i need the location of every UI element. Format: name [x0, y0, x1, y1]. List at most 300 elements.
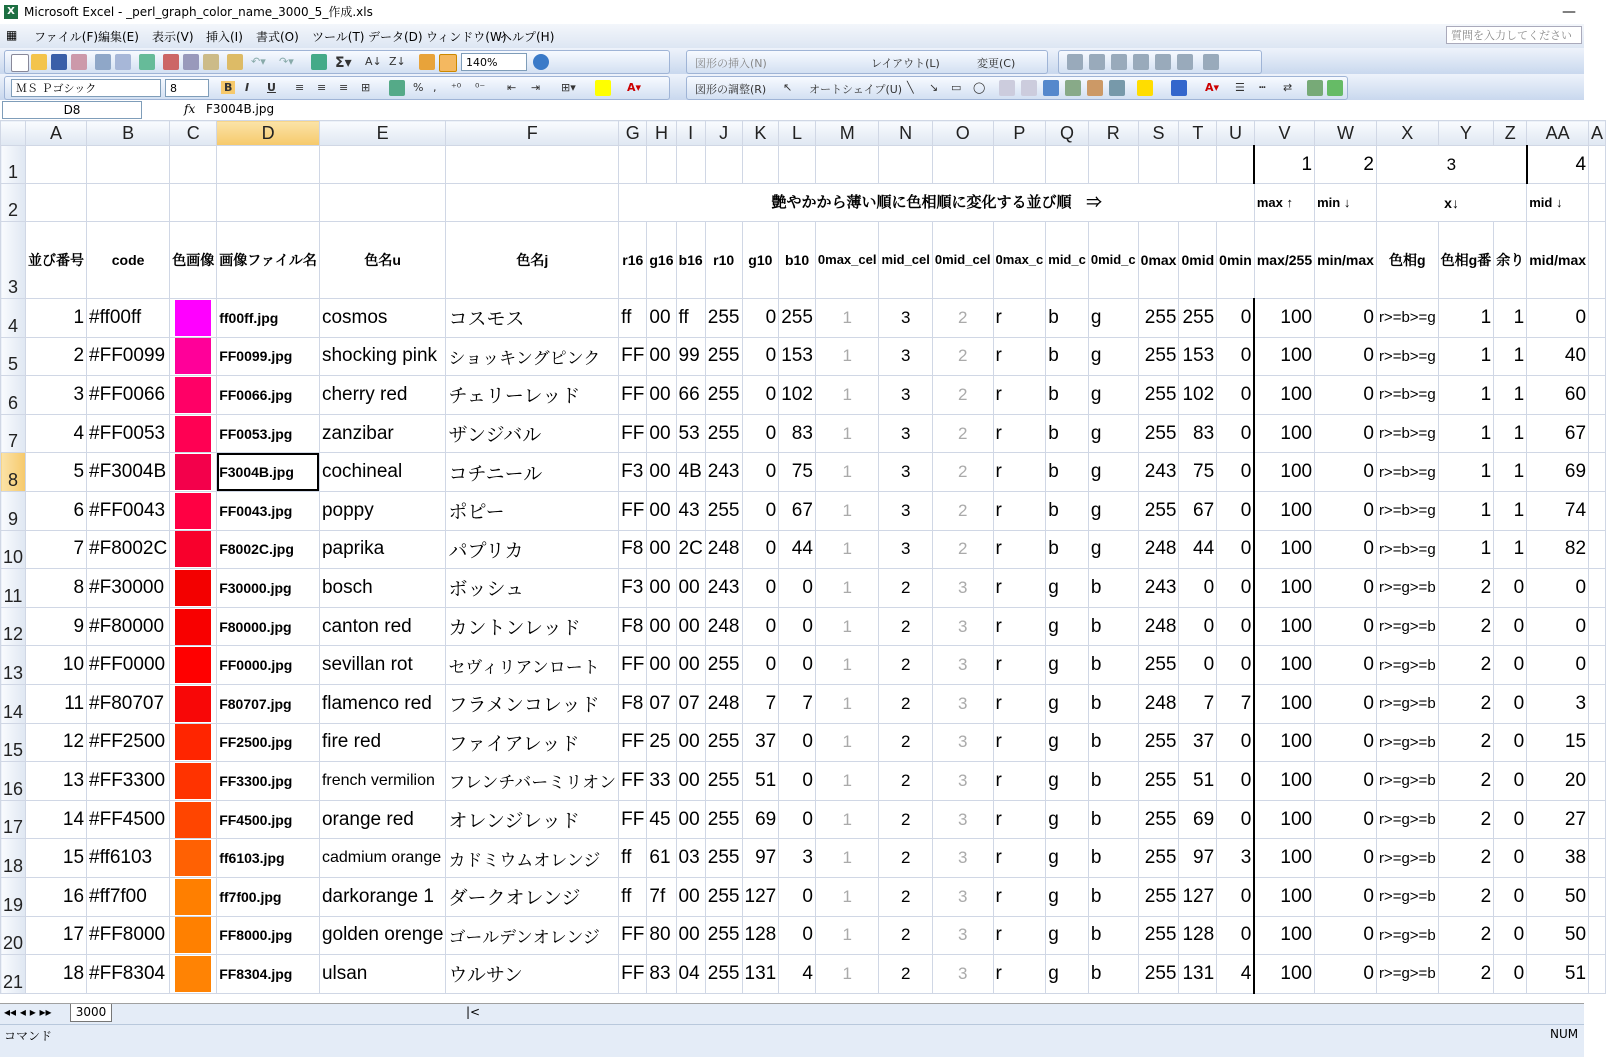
cell-w[interactable]: 0: [1315, 376, 1377, 415]
merge-center-icon[interactable]: ⊞: [361, 81, 371, 94]
cell-z[interactable]: 0: [1494, 684, 1527, 723]
cell-omax[interactable]: 255: [1138, 916, 1179, 955]
row-header[interactable]: 5: [1, 337, 26, 376]
align-left-icon[interactable]: ≡: [295, 81, 305, 94]
cell-v[interactable]: 100: [1254, 569, 1314, 608]
cell-z[interactable]: 1: [1494, 337, 1527, 376]
cell-g10[interactable]: 0: [742, 530, 779, 569]
cell-b16[interactable]: 03: [676, 839, 705, 878]
column-header[interactable]: W: [1315, 121, 1377, 146]
cell-code[interactable]: #FF0043: [87, 491, 170, 530]
cell-g10[interactable]: 69: [742, 800, 779, 839]
row-header[interactable]: 12: [1, 607, 26, 646]
cell-g16[interactable]: 07: [647, 684, 676, 723]
row-header[interactable]: 19: [1, 877, 26, 916]
cell-file[interactable]: FF4500.jpg: [217, 800, 320, 839]
cell-w[interactable]: 0: [1315, 762, 1377, 801]
cell-m2[interactable]: 2: [879, 916, 932, 955]
column-header[interactable]: G: [619, 121, 647, 146]
column-title[interactable]: 色相g: [1376, 222, 1438, 299]
cell-c2[interactable]: g: [1046, 607, 1089, 646]
cell-m2[interactable]: 2: [879, 762, 932, 801]
row-header[interactable]: 3: [1, 222, 26, 299]
cell-code[interactable]: #FF0000: [87, 646, 170, 685]
empty-cell[interactable]: [1589, 491, 1606, 530]
cell-c1[interactable]: r: [993, 530, 1046, 569]
row-header[interactable]: 21: [1, 955, 26, 994]
cell-g10[interactable]: 0: [742, 376, 779, 415]
cell-m1[interactable]: 1: [815, 376, 879, 415]
cell-g10[interactable]: 0: [742, 646, 779, 685]
cell-omid[interactable]: 51: [1179, 762, 1217, 801]
cell-v1[interactable]: 1: [1254, 146, 1314, 184]
cell-c3[interactable]: g: [1088, 376, 1138, 415]
cell-b16[interactable]: 00: [676, 762, 705, 801]
cell-m3[interactable]: 3: [932, 684, 993, 723]
cell-omax[interactable]: 255: [1138, 877, 1179, 916]
cell-y[interactable]: 1: [1438, 299, 1494, 338]
cell-r16[interactable]: ff: [619, 877, 647, 916]
cell-code[interactable]: #FF4500: [87, 800, 170, 839]
cell-m2[interactable]: 2: [879, 955, 932, 994]
menu-format[interactable]: 書式(O): [256, 30, 299, 44]
cell-omax[interactable]: 248: [1138, 607, 1179, 646]
cell-y[interactable]: 2: [1438, 723, 1494, 762]
cell-v[interactable]: 100: [1254, 530, 1314, 569]
cell-r10[interactable]: 255: [705, 299, 742, 338]
menu-window[interactable]: ウィンドウ(W): [426, 30, 507, 44]
cell-c2[interactable]: g: [1046, 877, 1089, 916]
cell-x[interactable]: r>=g>=b: [1376, 877, 1438, 916]
cell-b10[interactable]: 75: [779, 453, 816, 492]
redo-icon[interactable]: ↷▾: [279, 55, 294, 68]
cell-m2[interactable]: 2: [879, 877, 932, 916]
cell-z[interactable]: 0: [1494, 723, 1527, 762]
minimize-icon[interactable]: —: [1562, 4, 1576, 20]
cell-b10[interactable]: 255: [779, 299, 816, 338]
cell-file[interactable]: FF0099.jpg: [217, 337, 320, 376]
cell-g16[interactable]: 00: [647, 646, 676, 685]
font-size-select[interactable]: 8: [165, 79, 209, 97]
cell-c1[interactable]: r: [993, 800, 1046, 839]
cell-c2[interactable]: b: [1046, 453, 1089, 492]
cell-m1[interactable]: 1: [815, 299, 879, 338]
column-header[interactable]: N: [879, 121, 932, 146]
cell-omin[interactable]: 0: [1217, 453, 1255, 492]
cell-omin[interactable]: 0: [1217, 337, 1255, 376]
cell-r10[interactable]: 255: [705, 491, 742, 530]
cell-y[interactable]: 1: [1438, 453, 1494, 492]
row-header[interactable]: 15: [1, 723, 26, 762]
cell-r16[interactable]: FF: [619, 800, 647, 839]
cell-b10[interactable]: 0: [779, 800, 816, 839]
cell-g16[interactable]: 00: [647, 491, 676, 530]
cell-c2[interactable]: g: [1046, 569, 1089, 608]
cell-c2[interactable]: b: [1046, 491, 1089, 530]
color-swatch-cell[interactable]: [170, 955, 217, 994]
cell-m1[interactable]: 1: [815, 800, 879, 839]
column-header[interactable]: O: [932, 121, 993, 146]
cell-b16[interactable]: 2C: [676, 530, 705, 569]
cell-code[interactable]: #F8002C: [87, 530, 170, 569]
borders-icon[interactable]: ⊞▾: [561, 81, 576, 94]
cell-g16[interactable]: 83: [647, 955, 676, 994]
cell-omin[interactable]: 0: [1217, 569, 1255, 608]
cell-w[interactable]: 0: [1315, 530, 1377, 569]
cell-m3[interactable]: 2: [932, 453, 993, 492]
cell-y[interactable]: 2: [1438, 877, 1494, 916]
cell-w[interactable]: 0: [1315, 955, 1377, 994]
cell-w[interactable]: 0: [1315, 299, 1377, 338]
cell-z[interactable]: 0: [1494, 607, 1527, 646]
cell-j[interactable]: コスモス: [446, 299, 619, 338]
cell-aa[interactable]: 0: [1527, 299, 1589, 338]
cell-v[interactable]: 100: [1254, 762, 1314, 801]
cell-v[interactable]: 100: [1254, 723, 1314, 762]
cell-n[interactable]: 14: [26, 800, 87, 839]
cell-b16[interactable]: 00: [676, 877, 705, 916]
line-color-icon[interactable]: [1171, 80, 1187, 96]
cell-n[interactable]: 11: [26, 684, 87, 723]
row-header[interactable]: 18: [1, 839, 26, 878]
cell-omax[interactable]: 255: [1138, 839, 1179, 878]
cell-z[interactable]: 1: [1494, 414, 1527, 453]
cell-c1[interactable]: r: [993, 723, 1046, 762]
fill-color-icon[interactable]: [595, 80, 611, 96]
cell-m1[interactable]: 1: [815, 646, 879, 685]
cell-r10[interactable]: 255: [705, 877, 742, 916]
cell-v[interactable]: 100: [1254, 877, 1314, 916]
cell-g10[interactable]: 97: [742, 839, 779, 878]
empty-cell[interactable]: [1589, 800, 1606, 839]
cell-x[interactable]: r>=b>=g: [1376, 530, 1438, 569]
cell-omax[interactable]: 255: [1138, 762, 1179, 801]
cell-r10[interactable]: 243: [705, 453, 742, 492]
cell-g16[interactable]: 80: [647, 916, 676, 955]
column-title[interactable]: 色名j: [446, 222, 619, 299]
comma-style-icon[interactable]: ,: [433, 81, 437, 94]
cell-omin[interactable]: 0: [1217, 646, 1255, 685]
select-objects-icon[interactable]: ↖: [783, 81, 793, 94]
cell-v[interactable]: 100: [1254, 453, 1314, 492]
color-swatch-cell[interactable]: [170, 646, 217, 685]
cell-aa[interactable]: 3: [1527, 684, 1589, 723]
menu-help[interactable]: ヘルプ(H): [500, 30, 555, 44]
cell-u[interactable]: paprika: [319, 530, 446, 569]
cell-code[interactable]: #FF0099: [87, 337, 170, 376]
column-title[interactable]: 並び番号: [26, 222, 87, 299]
cell-m1[interactable]: 1: [815, 762, 879, 801]
cell-y[interactable]: 2: [1438, 607, 1494, 646]
empty-cell[interactable]: [1589, 684, 1606, 723]
cell-r16[interactable]: FF: [619, 376, 647, 415]
cell-m3[interactable]: 3: [932, 569, 993, 608]
fx-icon[interactable]: fx: [184, 102, 196, 116]
color-swatch-cell[interactable]: [170, 684, 217, 723]
cell-r16[interactable]: FF: [619, 762, 647, 801]
column-header[interactable]: E: [319, 121, 446, 146]
cell-c1[interactable]: r: [993, 607, 1046, 646]
cell-m2[interactable]: 3: [879, 337, 932, 376]
cell-b10[interactable]: 0: [779, 569, 816, 608]
color-swatch-cell[interactable]: [170, 453, 217, 492]
cell-omax[interactable]: 248: [1138, 684, 1179, 723]
cell-g10[interactable]: 0: [742, 607, 779, 646]
subordinate-icon[interactable]: [1111, 54, 1127, 70]
row-header[interactable]: 16: [1, 762, 26, 801]
cell-omin[interactable]: 0: [1217, 762, 1255, 801]
cell-v[interactable]: 100: [1254, 607, 1314, 646]
cell-j[interactable]: フレンチバーミリオン: [446, 762, 619, 801]
cell-aa[interactable]: 69: [1527, 453, 1589, 492]
cell-y[interactable]: 1: [1438, 376, 1494, 415]
cell-file[interactable]: FF0043.jpg: [217, 491, 320, 530]
assistant-icon[interactable]: [1155, 54, 1171, 70]
color-swatch-cell[interactable]: [170, 569, 217, 608]
cell-b16[interactable]: 00: [676, 646, 705, 685]
cell-c1[interactable]: r: [993, 337, 1046, 376]
cell-code[interactable]: #ff6103: [87, 839, 170, 878]
cell-omin[interactable]: 0: [1217, 530, 1255, 569]
cell-c1[interactable]: r: [993, 762, 1046, 801]
cell-v2[interactable]: max ↑: [1254, 184, 1314, 222]
cell-x[interactable]: r>=g>=b: [1376, 955, 1438, 994]
cell-x[interactable]: r>=g>=b: [1376, 569, 1438, 608]
cell-y[interactable]: 2: [1438, 916, 1494, 955]
cell-omin[interactable]: 0: [1217, 877, 1255, 916]
cell-n[interactable]: 7: [26, 530, 87, 569]
cell-omid[interactable]: 44: [1179, 530, 1217, 569]
cell-c1[interactable]: r: [993, 955, 1046, 994]
cell-aa[interactable]: 50: [1527, 877, 1589, 916]
cell-w[interactable]: 0: [1315, 569, 1377, 608]
color-swatch-cell[interactable]: [170, 762, 217, 801]
cell-c3[interactable]: b: [1088, 762, 1138, 801]
cell-b10[interactable]: 0: [779, 723, 816, 762]
column-title[interactable]: r16: [619, 222, 647, 299]
cell-file[interactable]: F30000.jpg: [217, 569, 320, 608]
cell-code[interactable]: #F3004B: [87, 453, 170, 492]
cell-omax[interactable]: 255: [1138, 414, 1179, 453]
cell-m2[interactable]: 2: [879, 607, 932, 646]
cell-u[interactable]: bosch: [319, 569, 446, 608]
shape-adjust-button[interactable]: 図形の調整(R): [695, 83, 767, 96]
cell-omax[interactable]: 255: [1138, 491, 1179, 530]
tab-nav-arrows-icon[interactable]: ◂◂ ◂ ▸ ▸▸: [4, 1005, 52, 1019]
cell-v[interactable]: 100: [1254, 414, 1314, 453]
cell-g16[interactable]: 00: [647, 569, 676, 608]
cell-y[interactable]: 2: [1438, 800, 1494, 839]
cell-z[interactable]: 1: [1494, 530, 1527, 569]
cell-c2[interactable]: g: [1046, 723, 1089, 762]
horizontal-scrollbar[interactable]: |<: [466, 1005, 481, 1019]
cell-m2[interactable]: 2: [879, 569, 932, 608]
cell-omin[interactable]: 0: [1217, 723, 1255, 762]
cell-u[interactable]: cosmos: [319, 299, 446, 338]
cell-y[interactable]: 2: [1438, 646, 1494, 685]
cell-aa[interactable]: 60: [1527, 376, 1589, 415]
cell-file[interactable]: F80000.jpg: [217, 607, 320, 646]
cell-g16[interactable]: 00: [647, 337, 676, 376]
cell-b16[interactable]: 00: [676, 723, 705, 762]
cell-aa[interactable]: 27: [1527, 800, 1589, 839]
cell-m2[interactable]: 2: [879, 684, 932, 723]
cell-b16[interactable]: 07: [676, 684, 705, 723]
cell-m2[interactable]: 2: [879, 800, 932, 839]
cell-omax[interactable]: 255: [1138, 376, 1179, 415]
row-header[interactable]: 13: [1, 646, 26, 685]
cell-b10[interactable]: 7: [779, 684, 816, 723]
cell-m1[interactable]: 1: [815, 491, 879, 530]
column-title[interactable]: 色相g番: [1438, 222, 1494, 299]
empty-cell[interactable]: [1589, 453, 1606, 492]
cell-c1[interactable]: r: [993, 376, 1046, 415]
column-header[interactable]: AA: [1527, 121, 1589, 146]
cell-x[interactable]: r>=b>=g: [1376, 337, 1438, 376]
cell-b16[interactable]: 66: [676, 376, 705, 415]
cell-m3[interactable]: 3: [932, 839, 993, 878]
cell-omin[interactable]: 0: [1217, 414, 1255, 453]
cell-omin[interactable]: 7: [1217, 684, 1255, 723]
cell-u[interactable]: french vermilion: [319, 762, 446, 801]
cell-w[interactable]: 0: [1315, 453, 1377, 492]
menu-edit[interactable]: 編集(E): [98, 30, 139, 44]
chart-wizard-icon[interactable]: [419, 54, 435, 70]
cell-g10[interactable]: 131: [742, 955, 779, 994]
column-header[interactable]: I: [676, 121, 705, 146]
cell-u[interactable]: shocking pink: [319, 337, 446, 376]
textbox-icon[interactable]: [999, 80, 1015, 96]
cell-omax[interactable]: 255: [1138, 299, 1179, 338]
cell-b16[interactable]: 00: [676, 607, 705, 646]
cell-omax[interactable]: 255: [1138, 955, 1179, 994]
cell-n[interactable]: 4: [26, 414, 87, 453]
cell-m2[interactable]: 3: [879, 376, 932, 415]
cell-omid[interactable]: 0: [1179, 607, 1217, 646]
row-header[interactable]: 20: [1, 916, 26, 955]
line-icon[interactable]: ╲: [907, 81, 914, 94]
cell-u[interactable]: flamenco red: [319, 684, 446, 723]
cell-r16[interactable]: F8: [619, 684, 647, 723]
align-right-icon[interactable]: ≡: [339, 81, 349, 94]
column-title[interactable]: min/max: [1315, 222, 1377, 299]
cell-z[interactable]: 0: [1494, 877, 1527, 916]
cell-c3[interactable]: g: [1088, 530, 1138, 569]
shape-fill-icon[interactable]: [1137, 80, 1153, 96]
empty-cell[interactable]: [1589, 569, 1606, 608]
column-title[interactable]: 0mid_cel: [932, 222, 993, 299]
cell-j[interactable]: ボッシュ: [446, 569, 619, 608]
color-swatch-cell[interactable]: [170, 839, 217, 878]
cell-g16[interactable]: 00: [647, 414, 676, 453]
cell-w[interactable]: 0: [1315, 646, 1377, 685]
cell-omid[interactable]: 255: [1179, 299, 1217, 338]
column-header[interactable]: B: [87, 121, 170, 146]
cell-g16[interactable]: 00: [647, 299, 676, 338]
cell-j[interactable]: セヴィリアンロート: [446, 646, 619, 685]
cell-aa[interactable]: 82: [1527, 530, 1589, 569]
cell-z[interactable]: 0: [1494, 646, 1527, 685]
color-swatch-cell[interactable]: [170, 723, 217, 762]
arrow-style-icon[interactable]: ⇄: [1283, 81, 1293, 94]
cell-r10[interactable]: 255: [705, 723, 742, 762]
cell-r10[interactable]: 248: [705, 684, 742, 723]
cell-b16[interactable]: 43: [676, 491, 705, 530]
cell-y[interactable]: 2: [1438, 684, 1494, 723]
save-icon[interactable]: [51, 54, 67, 70]
cell-j[interactable]: チェリーレッド: [446, 376, 619, 415]
cell-r16[interactable]: F3: [619, 453, 647, 492]
cell-x[interactable]: r>=b>=g: [1376, 414, 1438, 453]
cell-aa[interactable]: 51: [1527, 955, 1589, 994]
cell-j[interactable]: カドミウムオレンジ: [446, 839, 619, 878]
cell-u[interactable]: cadmium orange: [319, 839, 446, 878]
cell-u[interactable]: orange red: [319, 800, 446, 839]
cell-v[interactable]: 100: [1254, 299, 1314, 338]
column-title[interactable]: 0max_c: [993, 222, 1046, 299]
autosum-icon[interactable]: Σ▾: [335, 55, 352, 71]
cell-g10[interactable]: 0: [742, 453, 779, 492]
cell-r16[interactable]: F8: [619, 607, 647, 646]
cell-b10[interactable]: 153: [779, 337, 816, 376]
cell-y[interactable]: 1: [1438, 414, 1494, 453]
cell-omid[interactable]: 97: [1179, 839, 1217, 878]
change-button[interactable]: 変更(C): [977, 57, 1016, 70]
cell-x[interactable]: r>=b>=g: [1376, 491, 1438, 530]
sort-desc-icon[interactable]: Z↓: [389, 55, 406, 68]
sort-asc-icon[interactable]: A↓: [365, 55, 382, 68]
color-swatch-cell[interactable]: [170, 337, 217, 376]
cell-c2[interactable]: b: [1046, 376, 1089, 415]
cell-w[interactable]: 0: [1315, 684, 1377, 723]
row-header[interactable]: 4: [1, 299, 26, 338]
cell-m2[interactable]: 3: [879, 530, 932, 569]
cell-g16[interactable]: 61: [647, 839, 676, 878]
cell-m3[interactable]: 3: [932, 607, 993, 646]
cell-r16[interactable]: FF: [619, 955, 647, 994]
span-header[interactable]: 艶やかから薄い順に色相順に変化する並び順 ⇒: [619, 184, 1255, 222]
row-header[interactable]: 17: [1, 800, 26, 839]
column-header[interactable]: A: [1589, 121, 1606, 146]
cell-m2[interactable]: 3: [879, 491, 932, 530]
cell-x[interactable]: r>=g>=b: [1376, 800, 1438, 839]
cell-file[interactable]: FF0000.jpg: [217, 646, 320, 685]
color-swatch-cell[interactable]: [170, 877, 217, 916]
cell-x[interactable]: r>=b>=g: [1376, 453, 1438, 492]
cell-j[interactable]: フラメンコレッド: [446, 684, 619, 723]
column-header[interactable]: K: [742, 121, 779, 146]
cell-n[interactable]: 16: [26, 877, 87, 916]
cell-c2[interactable]: g: [1046, 800, 1089, 839]
cell-r10[interactable]: 255: [705, 916, 742, 955]
cell-b10[interactable]: 4: [779, 955, 816, 994]
column-title[interactable]: g16: [647, 222, 676, 299]
color-swatch-cell[interactable]: [170, 916, 217, 955]
cell-j[interactable]: ウルサン: [446, 955, 619, 994]
empty-cell[interactable]: [1589, 222, 1606, 299]
cell-omin[interactable]: 0: [1217, 299, 1255, 338]
cell-c3[interactable]: b: [1088, 955, 1138, 994]
column-header[interactable]: C: [170, 121, 217, 146]
cell-code[interactable]: #FF0053: [87, 414, 170, 453]
cell-aa[interactable]: 40: [1527, 337, 1589, 376]
cell-g10[interactable]: 127: [742, 877, 779, 916]
empty-cell[interactable]: [1589, 916, 1606, 955]
name-box[interactable]: D8: [2, 101, 142, 119]
cell-n[interactable]: 10: [26, 646, 87, 685]
cell-g16[interactable]: 00: [647, 376, 676, 415]
cell-aa[interactable]: 0: [1527, 569, 1589, 608]
